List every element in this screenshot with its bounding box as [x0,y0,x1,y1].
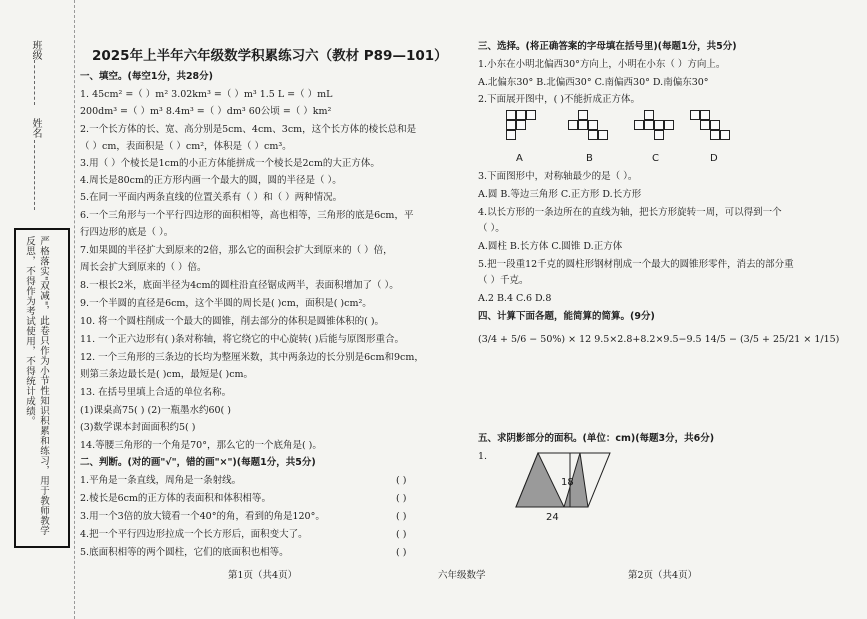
footer-page-right: 第2页（共4页） [628,570,698,581]
question-line: 4.以长方形的一条边所在的直线为轴，把长方形旋转一周，可以得到一个 [478,207,782,218]
calc-expressions: (3/4 + 5/6 − 50%) × 12 9.5×2.8+8.2×9.5−9.5 14/5 − (3/5 + 25/21 × 1/15) [478,334,840,345]
fold-line [74,0,75,619]
net-label-b: B [586,153,593,164]
question-line: 4.周长是80cm的正方形内画一个最大的圆，圆的半径是（ ）。 [80,175,342,186]
notice-box [14,228,70,548]
question-line: 14.等腰三角形的一个角是70°，那么它的一个底角是( )。 [80,440,322,451]
question-line: 10. 将一个圆柱削成一个最大的圆锥，削去部分的体积是圆锥体积的( )。 [80,316,385,327]
question-line: 8.一根长2米，底面半径为4cm的圆柱沿直径锯成两半，表面积增加了（ ）。 [80,280,399,291]
page-title: 2025年上半年六年级数学积累练习六（教材 P89—101） [92,48,448,64]
binding-margin [0,0,78,619]
option-line: A.2 B.4 C.6 D.8 [478,293,552,304]
question-line: 200dm³ =（ ）m³ 8.4m³ =（ ）dm³ 60公顷 =（ ）km² [80,106,332,117]
question-line: (3)数学课本封面面积约5( ) [80,422,196,433]
question-line: 1.小东在小明北偏西30°方向上，小明在小东（ ）方向上。 [478,59,726,70]
question-line: 1. 45cm² =（ ）m² 3.02km³ =（ ）m³ 1.5 L =（ ）mL [80,89,333,100]
footer-subject: 六年级数学 [438,570,486,581]
class-blank-line [34,60,35,105]
cube-net-a [506,110,546,155]
question-line: 3.下面图形中，对称轴最少的是（ ）。 [478,171,638,182]
section-calc-heading: 四、计算下面各题，能简算的简算。(9分) [478,311,655,322]
answer-bracket[interactable]: ( ) [396,547,407,558]
answer-bracket[interactable]: ( ) [396,511,407,522]
judge-item: 4.把一个平行四边形拉成一个长方形后，面积变大了。 [80,529,308,540]
section-area-heading: 五、求阴影部分的面积。(单位：cm)(每题3分，共6分) [478,433,715,444]
question-line: （ ）。 [478,223,505,234]
option-line: A.北偏东30° B.北偏西30° C.南偏西30° D.南偏东30° [478,77,709,88]
judge-item: 3.用一个3倍的放大镜看一个40°的角，看到的角是120°。 [80,511,325,522]
footer-page-left: 第1页（共4页） [228,570,298,581]
notice-text: 严格落实"双减"，此卷只作为小节性知识积累和练习，用于教师教学反思，不得作为考试使用，不得统计成绩。 [24,236,49,536]
question-line: （ ）千克。 [478,275,529,286]
question-line: 6.一个三角形与一个平行四边形的面积相等，高也相等，三角形的底是6cm，平 [80,210,414,221]
question-line: 12. 一个三角形的三条边的长均为整厘米数，其中两条边的长分别是6cm和9cm， [80,352,424,363]
section-judge-heading: 二、判断。(对的画"√"，错的画"×")(每题1分，共5分) [80,457,316,468]
class-label: 班级 [30,40,41,60]
question-line: 周长会扩大到原来的（ ）倍。 [80,262,207,273]
judge-item: 1.平角是一条直线，周角是一条射线。 [80,475,242,486]
question-line: 11. 一个正六边形有( )条对称轴，将它绕它的中心旋转( )后能与原图形重合。 [80,334,404,345]
net-label-d: D [710,153,718,164]
option-line: A.圆 B.等边三角形 C.正方形 D.长方形 [478,189,642,200]
answer-bracket[interactable]: ( ) [396,475,407,486]
height-label: 18 [561,477,574,488]
base-label: 24 [546,512,559,523]
answer-bracket[interactable]: ( ) [396,493,407,504]
section-choice-heading: 三、选择。(将正确答案的字母填在括号里)(每题1分，共5分) [478,41,737,52]
question-line: (1)课桌高75( ) (2)一瓶墨水约60( ) [80,405,231,416]
question-line: （ ）cm，表面积是（ ）cm²，体积是（ ）cm³。 [80,141,292,152]
name-blank-line [34,140,35,210]
cube-net-c [634,110,674,155]
judge-item: 5.底面积相等的两个圆柱，它们的底面积也相等。 [80,547,289,558]
question-line: 13. 在括号里填上合适的单位名称。 [80,387,232,398]
section-fill-in-heading: 一、填空。(每空1分，共28分) [80,71,214,82]
area-question-number: 1. [478,451,488,462]
question-line: 9.一个半圆的直径是6cm，这个半圆的周长是( )cm，面积是( )cm²。 [80,298,372,309]
question-line: 5.把一段重12千克的圆柱形钢材削成一个最大的圆锥形零件，消去的部分重 [478,259,794,270]
net-label-c: C [652,153,659,164]
question-line: 5.在同一平面内两条直线的位置关系有（ ）和（ ）两种情况。 [80,192,343,203]
judge-item: 2.棱长是6cm的正方体的表面积和体积相等。 [80,493,271,504]
question-line: 2.一个长方体的长、宽、高分别是5cm、4cm、3cm，这个长方体的棱长总和是 [80,124,417,135]
cube-net-d [690,110,730,155]
net-label-a: A [516,153,523,164]
question-line: 则第三条边最长是( )cm，最短是( )cm。 [80,369,254,380]
question-line: 7.如果圆的半径扩大到原来的2倍，那么它的面积会扩大到原来的（ ）倍， [80,245,393,256]
question-line: 行四边形的底是（ ）。 [80,227,174,238]
cube-net-b [568,110,608,155]
option-line: A.圆柱 B.长方体 C.圆锥 D.正方体 [478,241,623,252]
name-label: 姓名 [30,118,41,138]
question-line: 2.下面展开图中，( )不能折成正方体。 [478,94,640,105]
question-line: 3.用（ ）个棱长是1cm的小正方体能拼成一个棱长是2cm的大正方体。 [80,158,380,169]
answer-bracket[interactable]: ( ) [396,529,407,540]
